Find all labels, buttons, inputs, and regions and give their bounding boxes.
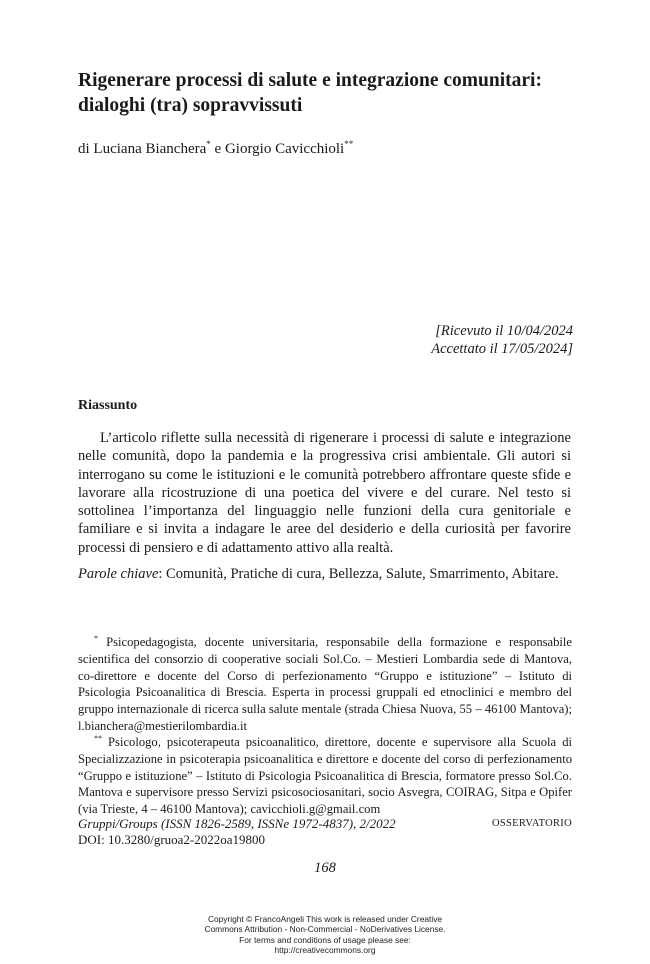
copyright-line-3: For terms and conditions of usage please see: bbox=[239, 934, 411, 945]
footnote-2-mark: ** bbox=[94, 734, 102, 743]
received-date: [Ricevuto il 10/04/2024 bbox=[435, 323, 573, 339]
footnote-mark-2: ** bbox=[344, 139, 354, 149]
footnote-1 bbox=[78, 631, 572, 735]
abstract-text: L’articolo riflette sulla necessità di rigenerare i processi di salute e integrazione nelle comunità, dopo la pandemia e la progressiva crisi ambientale. Gli autori si interrogano su come le istituzioni e le comunità potrebbero affrontare queste sfide e lavorare alla ricostruzione di una poetica del vivere e del curare. Nel testo si sottolinea l’importanza del linguaggio nelle funzioni della cura genitoriale e familiare e si invita a indagare le aree del desiderio e della curiosità per favorire processi di pensiero e di adattamento attivo alla realtà. bbox=[78, 430, 571, 556]
submission-dates bbox=[300, 322, 573, 358]
copyright-line-2: Commons Attribution - Non-Commercial - NoDerivatives License. bbox=[204, 924, 446, 935]
copyright-link[interactable]: http://creativecommons.org bbox=[274, 945, 376, 956]
article-title-line-2: dialoghi (tra) sopravvissuti bbox=[78, 95, 303, 116]
article-title-line-1: Rigenerare processi di salute e integrazione comunitari: bbox=[78, 70, 542, 91]
abstract-heading: Riassunto bbox=[78, 398, 138, 413]
keywords bbox=[78, 566, 578, 583]
keywords-values: : Comunità, Pratiche di cura, Bellezza, Salute, Smarrimento, Abitare. bbox=[158, 566, 559, 582]
footnote-1-text: Psicopedagogista, docente universitaria, responsabile della formazione e responsabile scientifica del consorzio di cooperative sociali Sol.Co. – Mestieri Lombardia sede di Mantova, co-direttore e docente del Corso di perfezionamento “Gruppo e istituzione” – Istituto di Psicologia Psicoanalitica di Brescia. Esperta in processi gruppali ed etnoclinici e membro del gruppo internazionale di ricerca sulla salute mentale (strada Chiesa Nuova, 55 – 46100 Mantova); l.bianchera@mestierilombardia.it bbox=[78, 635, 572, 733]
footnote-mark-1: * bbox=[206, 139, 211, 149]
copyright-notice bbox=[150, 914, 500, 956]
keywords-label: Parole chiave bbox=[78, 566, 159, 582]
author-line bbox=[78, 139, 353, 158]
author-name-1: di Luciana Bianchera bbox=[78, 141, 207, 157]
accepted-date: Accettato il 17/05/2024] bbox=[431, 341, 573, 357]
footnote-2-text: Psicologo, psicoterapeuta psicoanalitico, direttore, docente e supervisore alla Scuola di Specializzazione in psicoterapia psicoanalitica e direttore e docente del corso di perfezionamento “Gruppo e istituzione” – Istituto di Psicologia Psicoanalitica di Brescia, formatore presso Sol.Co. Mantova e supervisore presso Servizi psicosociosanitari, socio Asvegra, COIRAG, Sitpa e Opifer (via Trieste, 4 – 46100 Mantova); cavicchioli.g@gmail.com bbox=[78, 735, 572, 817]
footnote-2 bbox=[78, 731, 572, 818]
doi-line: DOI: 10.3280/gruoa2-2022oa19800 bbox=[78, 832, 266, 847]
copyright-line-1: Copyright © FrancoAngeli This work is released under Creative bbox=[207, 914, 443, 924]
journal-citation: Gruppi/Groups (ISSN 1826-2589, ISSNe 1972-4837), 2/2022 bbox=[78, 816, 396, 831]
page-number: 168 bbox=[314, 860, 336, 876]
article-title bbox=[78, 68, 598, 118]
section-label: OSSERVATORIO bbox=[492, 818, 572, 829]
footnote-1-mark: * bbox=[94, 634, 98, 643]
author-name-2: e Giorgio Cavicchioli bbox=[210, 141, 345, 157]
